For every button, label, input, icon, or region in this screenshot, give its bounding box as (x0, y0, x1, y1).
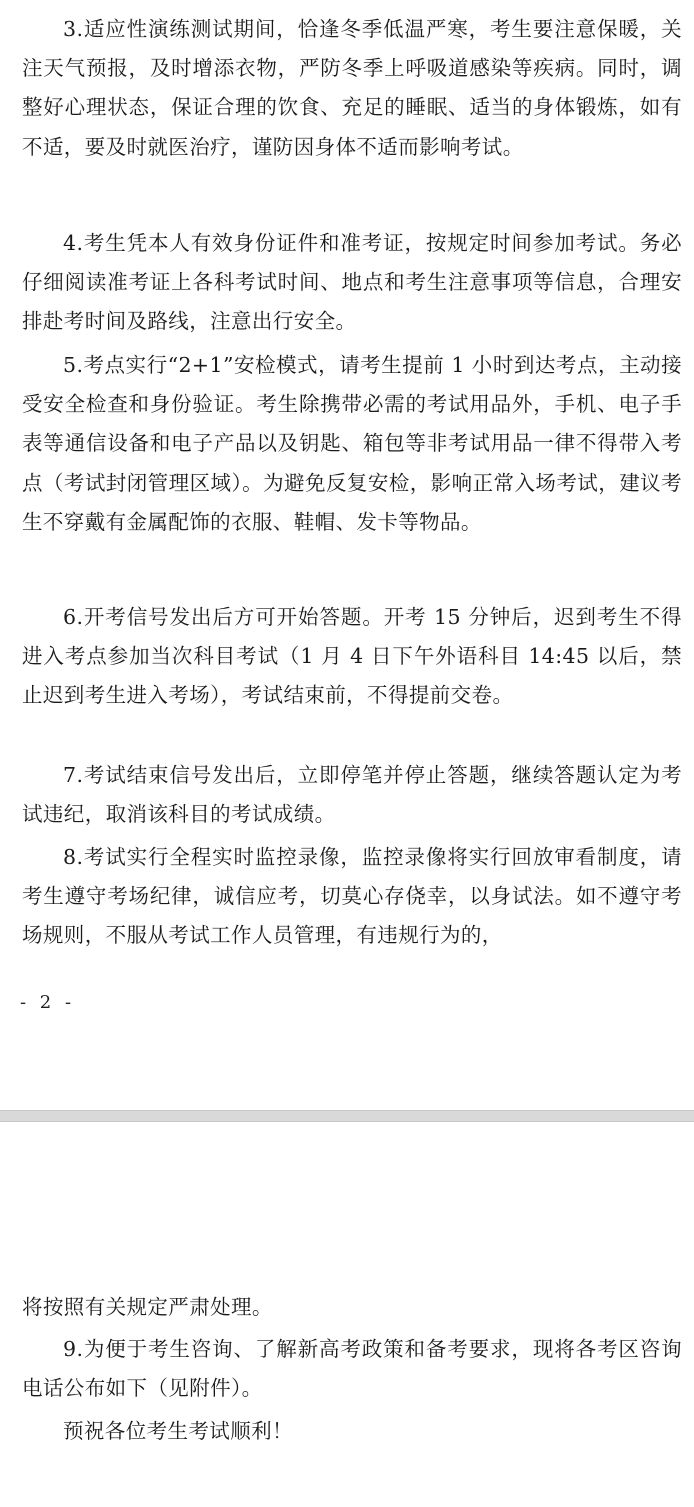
paragraph-item-7: 7.考试结束信号发出后，立即停笔并停止答题，继续答题认定为考试违纪，取消该科目的考试成绩。 (22, 763, 682, 827)
page-number: - 2 - (20, 992, 76, 1013)
page-separator (0, 1110, 694, 1122)
paragraph-item-3: 3.适应性演练测试期间，恰逢冬季低温严寒，考生要注意保暖，关注天气预报，及时增添衣物，严防冬季上呼吸道感染等疾病。同时，调整好心理状态，保证合理的饮食、充足的睡眠、适当的身体锻炼，如有不适，要及时就医治疗，谨防因身体不适而影响考试。 (22, 17, 682, 159)
paragraph-item-6: 6.开考信号发出后方可开始答题。开考 15 分钟后，迟到考生不得进入考点参加当次科目考试（1 月 4 日下午外语科目 14:45 以后，禁止迟到考生进入考场），考试结束前，不得提前交卷。 (22, 605, 682, 708)
paragraph-item-4: 4.考生凭本人有效身份证件和准考证，按规定时间参加考试。务必仔细阅读准考证上各科考试时间、地点和考生注意事项等信息，合理安排赴考时间及路线，注意出行安全。 (22, 231, 682, 334)
paragraph-item-8-continued: 将按照有关规定严肃处理。 (22, 1295, 273, 1319)
paragraph-item-8: 8.考试实行全程实时监控录像，监控录像将实行回放审看制度，请考生遵守考场纪律，诚信应考，切莫心存侥幸，以身试法。如不遵守考场规则，不服从考试工作人员管理，有违规行为的， (22, 845, 682, 948)
paragraph-item-9: 9.为便于考生咨询、了解新高考政策和备考要求，现将各考区咨询电话公布如下（见附件）。 (22, 1337, 682, 1401)
paragraph-item-5: 5.考点实行“2+1”安检模式，请考生提前 1 小时到达考点，主动接受安全检查和身份验证。考生除携带必需的考试用品外，手机、电子手表等通信设备和电子产品以及钥匙、箱包等非考试用品一律不得带入考点（考试封闭管理区域）。为避免反复安检，影响正常入场考试，建议考生不穿戴有金属配饰的衣服、鞋帽、发卡等物品。 (22, 353, 682, 534)
closing-wish: 预祝各位考生考试顺利！ (63, 1419, 293, 1443)
